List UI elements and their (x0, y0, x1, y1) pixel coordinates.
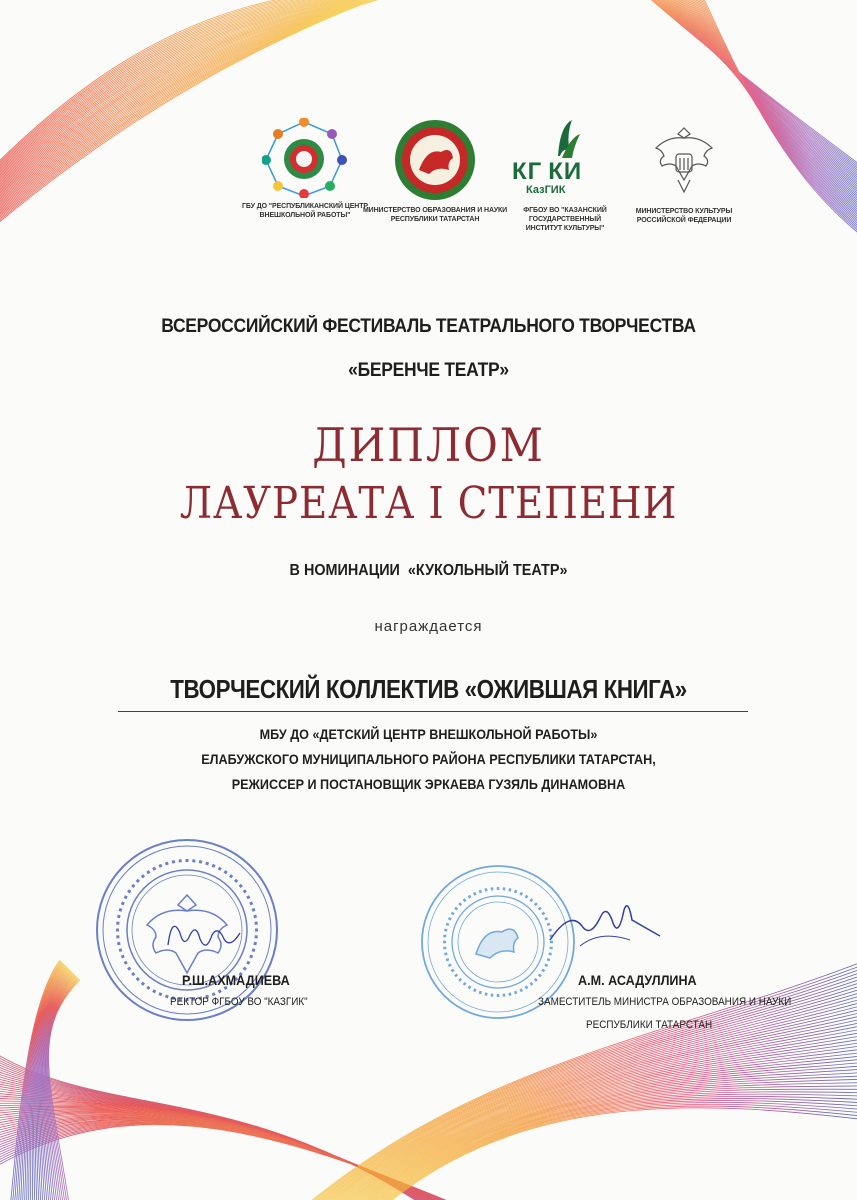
diploma-degree: ЛАУРЕАТА I СТЕПЕНИ (179, 478, 678, 529)
logo-caption-1: ГБУ ДО "РЕСПУБЛИКАНСКИЙ ЦЕНТР ВНЕШКОЛЬНОЙ РАБОТЫ" (242, 203, 368, 219)
ministry-education-tatarstan-logo (393, 118, 477, 202)
recipient-name: ТВОРЧЕСКИЙ КОЛЛЕКТИВ «ОЖИВШАЯ КНИГА» (170, 674, 687, 704)
logo-caption-3: ФГБОУ ВО "КАЗАНСКИЙ ГОСУДАРСТВЕННЫЙ ИНСТИТУТ КУЛЬТУРЫ" (523, 207, 607, 232)
nomination: В НОМИНАЦИИ «КУКОЛЬНЫЙ ТЕАТР» (289, 562, 568, 579)
signatory-1-name: Р.Ш.АХМАДИЕВА (182, 972, 290, 988)
recipient-underline (118, 711, 748, 712)
signatory-2-position-1: ЗАМЕСТИТЕЛЬ МИНИСТРА ОБРАЗОВАНИЯ И НАУКИ (538, 996, 792, 1008)
signatory-2-name: А.М. АСАДУЛЛИНА (578, 972, 697, 988)
organization-line-1: МБУ ДО «ДЕТСКИЙ ЦЕНТР ВНЕШКОЛЬНОЙ РАБОТЫ» (259, 726, 598, 742)
logo-caption-4: МИНИСТЕРСТВО КУЛЬТУРЫ РОССИЙСКОЙ ФЕДЕРАЦИИ (635, 208, 733, 224)
signatory-1-position: РЕКТОР ФГБОУ ВО "КАЗГИК" (170, 996, 308, 1008)
organization-line-2: ЕЛАБУЖСКОГО МУНИЦИПАЛЬНОГО РАЙОНА РЕСПУБЛИКИ ТАТАРСТАН, (201, 751, 656, 767)
signatory-2-position-2: РЕСПУБЛИКИ ТАТАРСТАН (586, 1019, 713, 1031)
logo-caption-2: МИНИСТЕРСТВО ОБРАЗОВАНИЯ И НАУКИ РЕСПУБЛИКИ ТАТАРСТАН (362, 207, 508, 223)
festival-title: ВСЕРОССИЙСКИЙ ФЕСТИВАЛЬ ТЕАТРАЛЬНОГО ТВОРЧЕСТВА (161, 316, 696, 337)
gbu-do-center-logo (262, 118, 347, 198)
festival-name: «БЕРЕНЧЕ ТЕАТР» (348, 360, 509, 381)
diploma-title: ДИПЛОМ (312, 418, 545, 472)
ministry-culture-russia-logo (648, 120, 720, 198)
director-line: РЕЖИССЕР И ПОСТАНОВЩИК ЭРКАЕВА ГУЗЯЛЬ ДИНАМОВНА (231, 776, 626, 792)
kazgik-logo: КГ КИ КазГИК (510, 116, 620, 201)
signature-left (160, 905, 250, 965)
signature-right (540, 890, 670, 960)
awarded-label: награждается (374, 618, 483, 635)
